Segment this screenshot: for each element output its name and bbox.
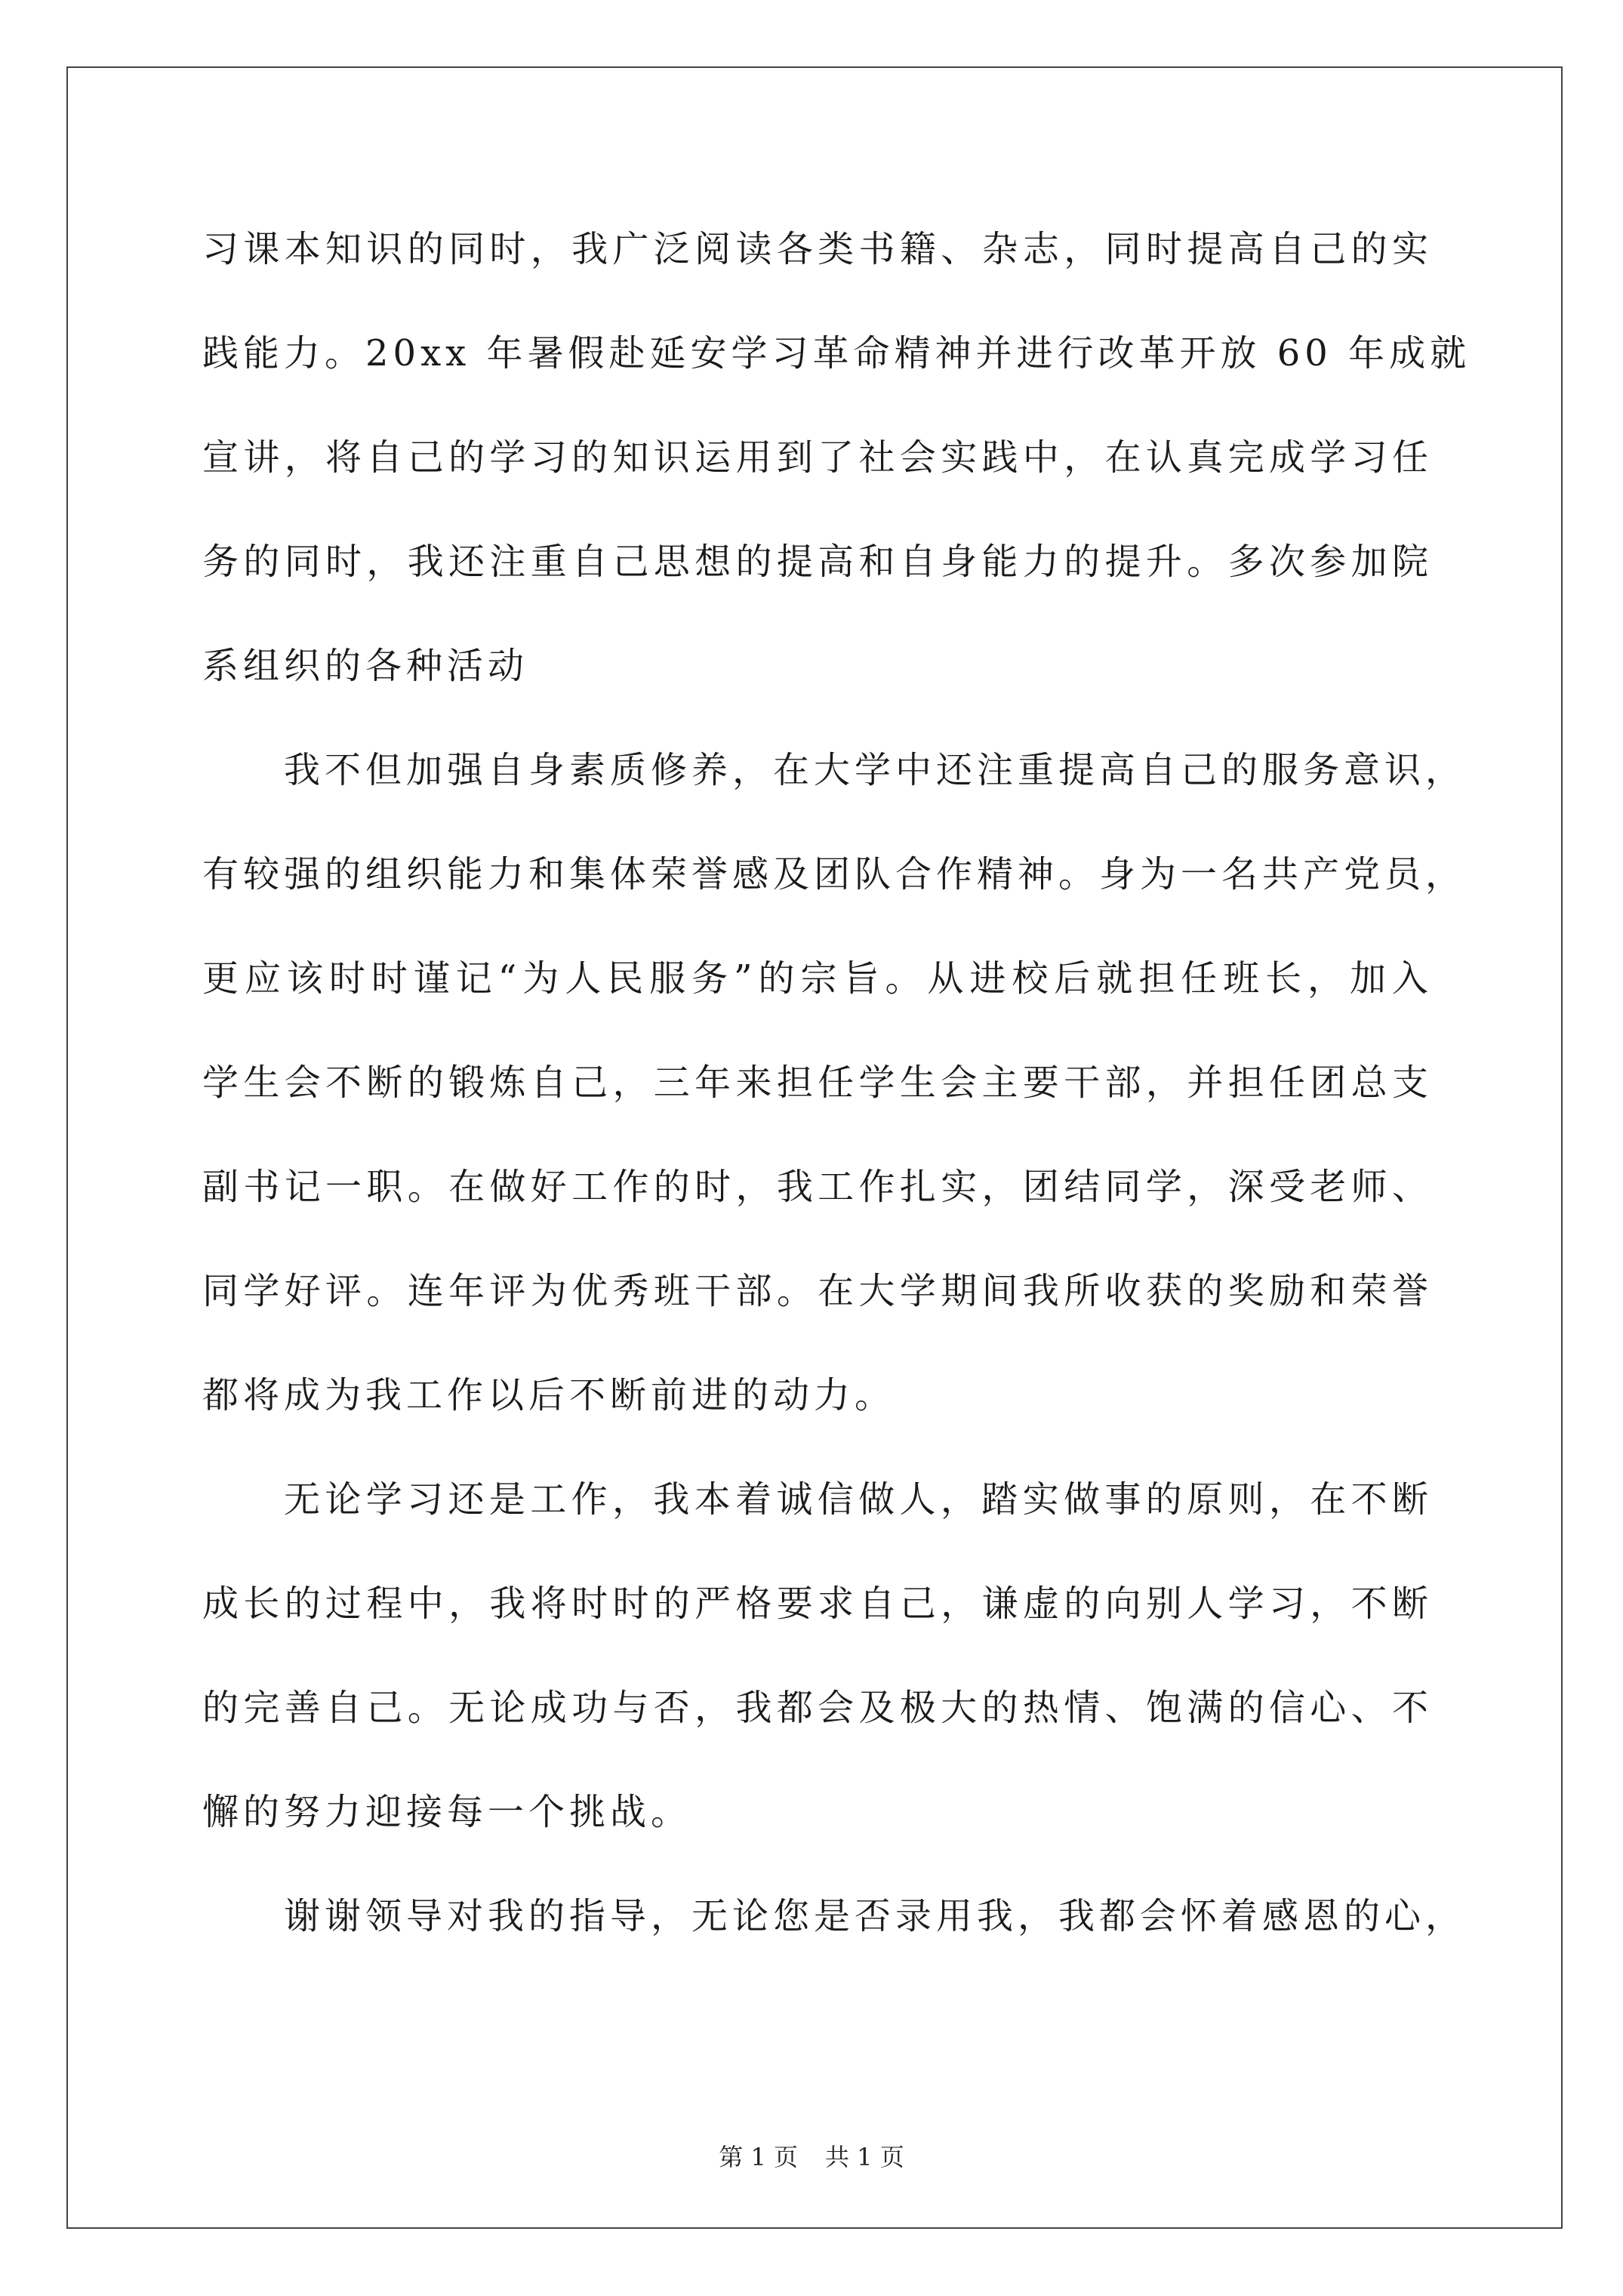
paragraph-first-line: 我不但加强自身素质修养，在大学中还注重提高自己的服务意识，: [284, 749, 1467, 791]
page-footer: [0, 2142, 1623, 2172]
text-line: 系组织的各种活动: [202, 645, 529, 687]
text-line: 有较强的组织能力和集体荣誉感及团队合作精神。身为一名共产党员，: [202, 853, 1467, 895]
text-line: 副书记一职。在做好工作的时，我工作扎实，团结同学，深受老师、: [202, 1166, 1433, 1208]
paragraph-first-line: 谢谢领导对我的指导，无论您是否录用我，我都会怀着感恩的心，: [284, 1895, 1467, 1937]
paragraph-first-line: 无论学习还是工作，我本着诚信做人，踏实做事的原则，在不断: [284, 1478, 1433, 1521]
text-line: 务的同时，我还注重自己思想的提高和自身能力的提升。多次参加院: [202, 541, 1433, 583]
text-line: 学生会不断的锻炼自己，三年来担任学生会主要干部，并担任团总支: [202, 1062, 1433, 1104]
text-line: 的完善自己。无论成功与否，我都会及极大的热情、饱满的信心、不: [202, 1687, 1433, 1729]
page-total: 共 1 页: [825, 2143, 904, 2171]
text-line: 懈的努力迎接每一个挑战。: [202, 1791, 692, 1833]
text-line: 同学好评。连年评为优秀班干部。在大学期间我所收获的奖励和荣誉: [202, 1270, 1433, 1312]
text-line: 更应该时时谨记“为人民服务”的宗旨。从进校后就担任班长，加入: [202, 957, 1433, 1000]
text-line: 宣讲，将自己的学习的知识运用到了社会实践中，在认真完成学习任: [202, 436, 1433, 479]
document-body: [202, 219, 1471, 1990]
text-line: 习课本知识的同时，我广泛阅读各类书籍、杂志，同时提高自己的实: [202, 228, 1433, 270]
text-line: 成长的过程中，我将时时的严格要求自己，谦虚的向别人学习，不断: [202, 1583, 1433, 1625]
text-line: 都将成为我工作以后不断前进的动力。: [202, 1374, 896, 1416]
text-line: 践能力。20xx 年暑假赴延安学习革命精神并进行改革开放 60 年成就: [202, 332, 1471, 374]
page-number: 第 1 页: [719, 2143, 798, 2171]
